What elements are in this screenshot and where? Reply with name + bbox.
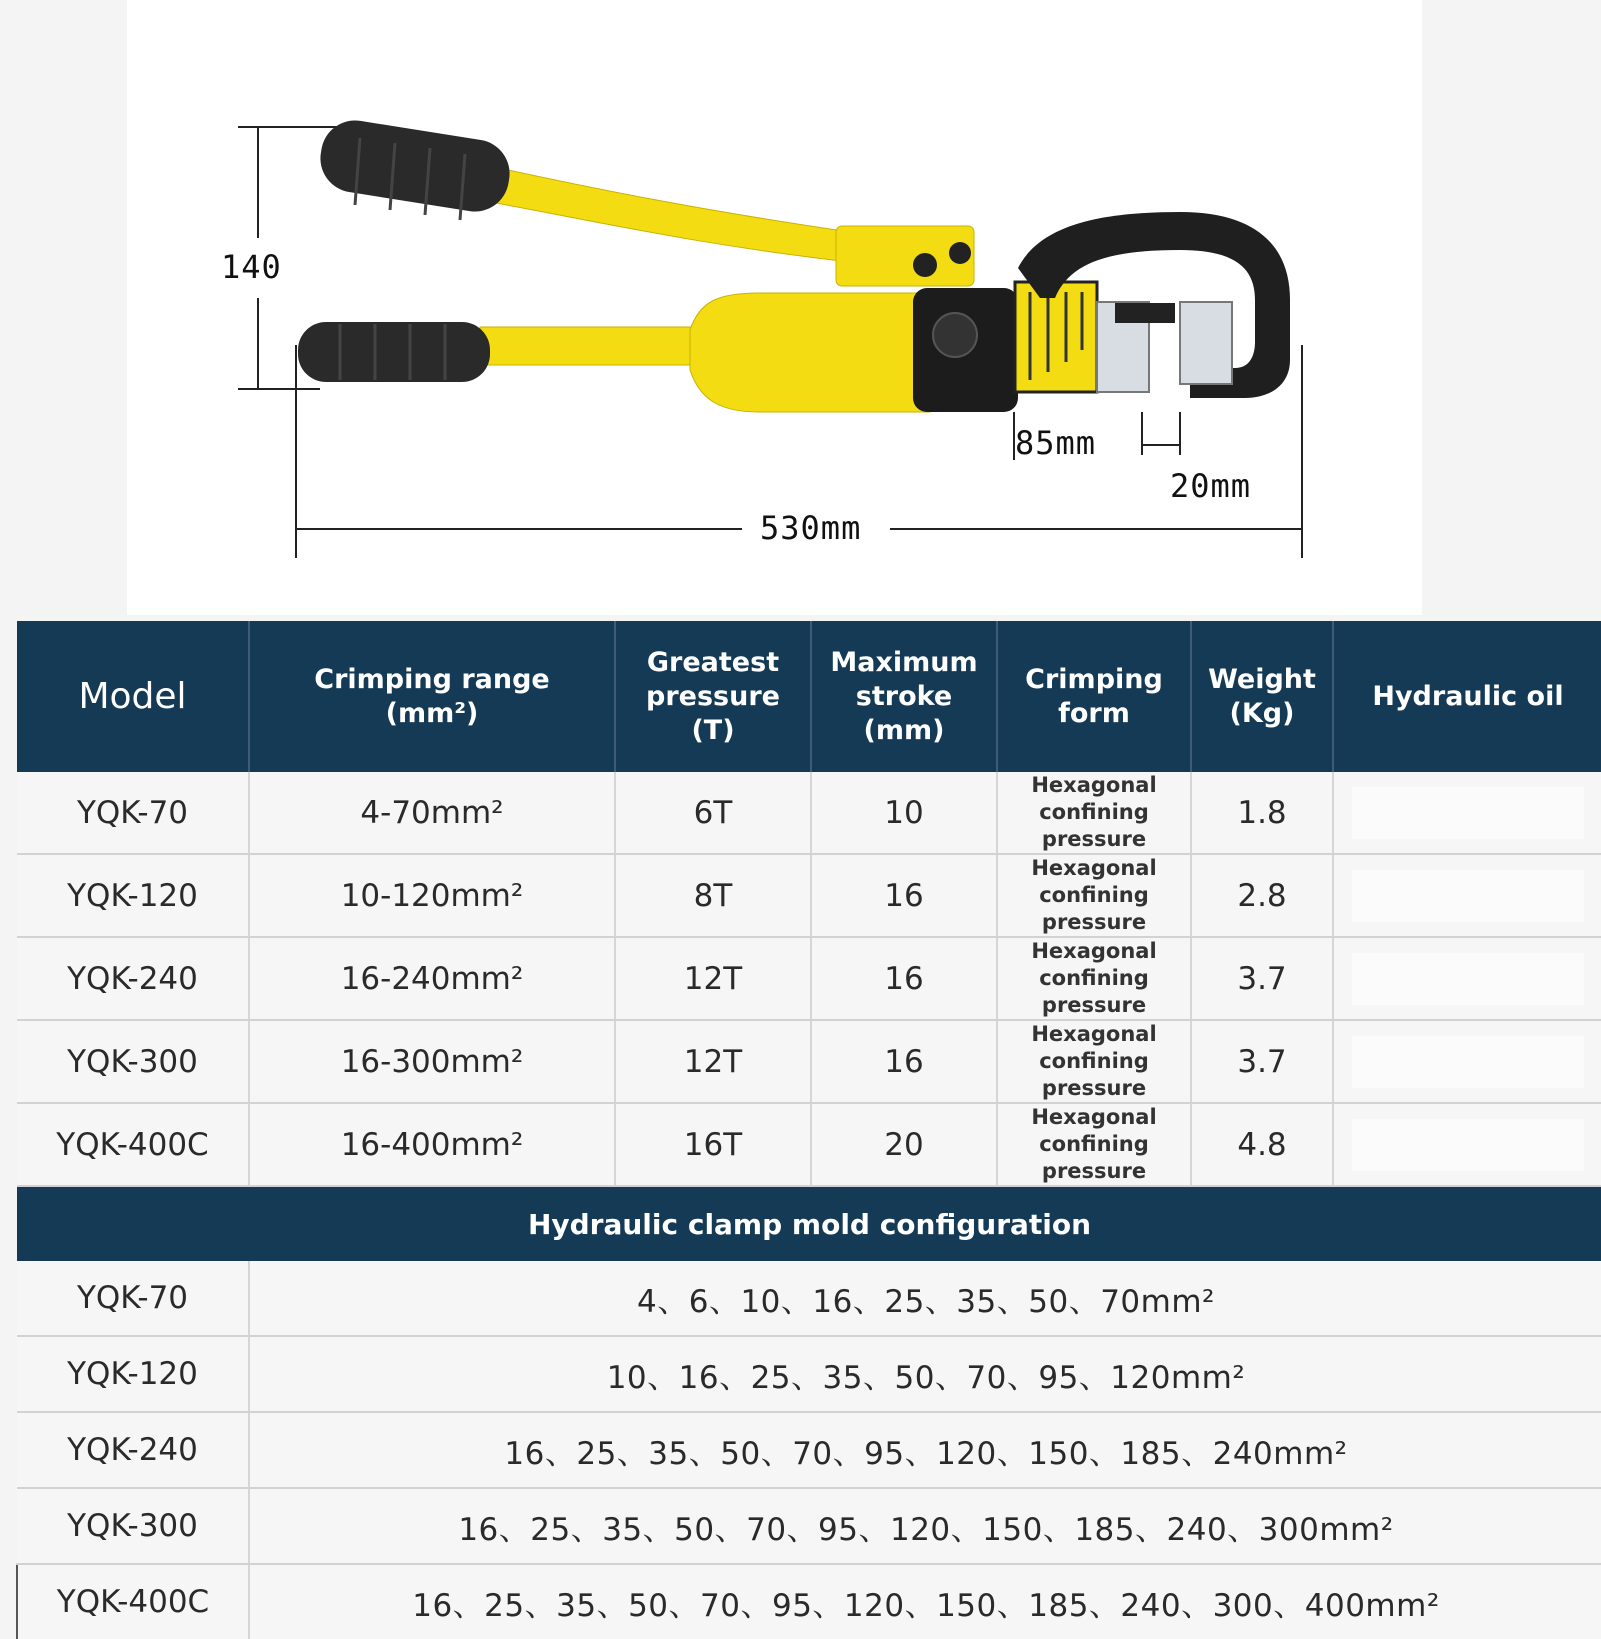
cell-pressure: 6T	[615, 772, 811, 854]
cell-hydraulic-oil	[1333, 1020, 1601, 1103]
mold-model: YQK-400C	[17, 1564, 249, 1639]
mold-model: YQK-300	[17, 1488, 249, 1564]
cell-weight: 1.8	[1191, 772, 1333, 854]
cell-crimping-range: 16-240mm²	[249, 937, 615, 1020]
cell-model: YQK-240	[17, 937, 249, 1020]
lower-die	[1180, 302, 1232, 384]
cell-crimping-form: Hexagonal confining pressure	[997, 937, 1191, 1020]
cell-pressure: 12T	[615, 1020, 811, 1103]
mold-row	[17, 1488, 1601, 1564]
cell-model: YQK-120	[17, 854, 249, 937]
cell-model: YQK-400C	[17, 1103, 249, 1186]
length-dimension-label: 530mm	[760, 509, 862, 547]
table-row	[17, 1020, 1601, 1103]
mold-sizes: 16、25、35、50、70、95、120、150、185、240、300、400mm²	[249, 1564, 1601, 1639]
mold-section-title: Hydraulic clamp mold configuration	[17, 1186, 1601, 1261]
upper-handle-grip	[316, 116, 515, 217]
mold-row	[17, 1412, 1601, 1488]
cell-weight: 4.8	[1191, 1103, 1333, 1186]
cell-crimping-range: 16-400mm²	[249, 1103, 615, 1186]
cell-crimping-form: Hexagonal confining pressure	[997, 1103, 1191, 1186]
mold-sizes: 16、25、35、50、70、95、120、150、185、240mm²	[249, 1412, 1601, 1488]
cell-weight: 3.7	[1191, 1020, 1333, 1103]
mold-sizes: 16、25、35、50、70、95、120、150、185、240、300mm²	[249, 1488, 1601, 1564]
cell-crimping-form: Hexagonal confining pressure	[997, 1020, 1191, 1103]
table-row	[17, 937, 1601, 1020]
cell-pressure: 8T	[615, 854, 811, 937]
cell-stroke: 20	[811, 1103, 997, 1186]
header-maximum-stroke: Maximum stroke (mm)	[811, 621, 997, 772]
table-row	[17, 854, 1601, 937]
release-knob	[933, 313, 977, 357]
cell-model: YQK-300	[17, 1020, 249, 1103]
cell-stroke: 16	[811, 1020, 997, 1103]
table-header-row	[17, 621, 1601, 772]
header-weight: Weight (Kg)	[1191, 621, 1333, 772]
mold-model: YQK-240	[17, 1412, 249, 1488]
mold-row	[17, 1261, 1601, 1336]
table-row	[17, 1103, 1601, 1186]
pump-body	[690, 293, 930, 412]
label-plate	[1015, 282, 1097, 392]
upper-handle-arm	[480, 165, 850, 262]
header-crimping-form: Crimping form	[997, 621, 1191, 772]
header-hydraulic-oil: Hydraulic oil	[1333, 621, 1601, 772]
cell-stroke: 16	[811, 854, 997, 937]
header-greatest-pressure: Greatest pressure (T)	[615, 621, 811, 772]
lower-handle-grip	[298, 322, 490, 382]
mold-model: YQK-120	[17, 1336, 249, 1412]
cell-crimping-form: Hexagonal confining pressure	[997, 854, 1191, 937]
cell-pressure: 16T	[615, 1103, 811, 1186]
mold-row	[17, 1564, 1601, 1639]
header-model: Model	[17, 621, 249, 772]
specification-table	[16, 621, 1601, 1639]
cell-crimping-range: 4-70mm²	[249, 772, 615, 854]
mold-sizes: 4、6、10、16、25、35、50、70mm²	[249, 1261, 1601, 1336]
mold-section-header	[17, 1186, 1601, 1261]
cell-crimping-range: 16-300mm²	[249, 1020, 615, 1103]
lower-handle-arm	[480, 327, 720, 365]
cell-stroke: 16	[811, 937, 997, 1020]
jaw-dimension-label: 20mm	[1170, 467, 1252, 505]
cell-hydraulic-oil	[1333, 1103, 1601, 1186]
head-dimension-label: 85mm	[1015, 424, 1097, 462]
cell-weight: 2.8	[1191, 854, 1333, 937]
mold-sizes: 10、16、25、35、50、70、95、120mm²	[249, 1336, 1601, 1412]
cell-weight: 3.7	[1191, 937, 1333, 1020]
mold-model: YQK-70	[17, 1261, 249, 1336]
height-dimension-label: 140	[221, 248, 282, 286]
cell-crimping-range: 10-120mm²	[249, 854, 615, 937]
cell-model: YQK-70	[17, 772, 249, 854]
cell-hydraulic-oil	[1333, 772, 1601, 854]
cell-crimping-form: Hexagonal confining pressure	[997, 772, 1191, 854]
mold-row	[17, 1336, 1601, 1412]
table-row	[17, 772, 1601, 854]
cell-hydraulic-oil	[1333, 854, 1601, 937]
cell-stroke: 10	[811, 772, 997, 854]
cell-hydraulic-oil	[1333, 937, 1601, 1020]
header-crimping-range: Crimping range (mm²)	[249, 621, 615, 772]
cell-pressure: 12T	[615, 937, 811, 1020]
